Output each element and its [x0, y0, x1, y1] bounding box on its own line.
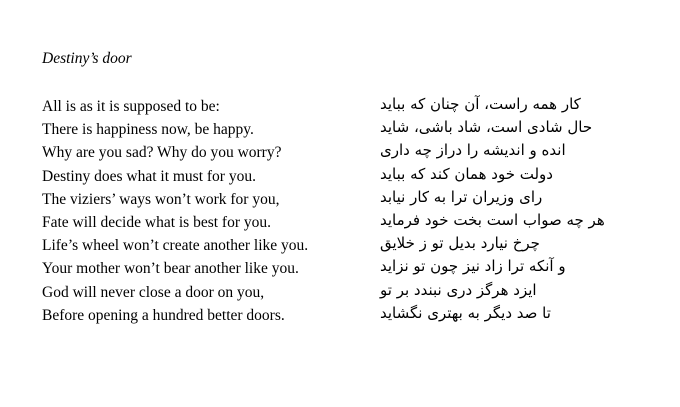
english-line: Life’s wheel won’t create another like you. — [42, 237, 309, 255]
persian-line: ایزد هرگز دری نبندد بر تو — [380, 280, 537, 299]
persian-line: دولت خود همان کند که بباید — [380, 164, 553, 183]
persian-line: حال شادی است، شاد باشی، شاید — [380, 118, 593, 137]
english-line: There is happiness now, be happy. — [42, 121, 254, 139]
persian-line: هر چه صواب است بخت خود فرماید — [380, 210, 605, 229]
english-line: Your mother won’t bear another like you. — [42, 260, 299, 278]
english-line: Destiny does what it must for you. — [42, 167, 256, 185]
poem-title: Destiny’s door — [42, 50, 132, 67]
english-line: God will never close a door on you, — [42, 283, 265, 301]
english-line: Before opening a hundred better doors. — [42, 306, 285, 324]
persian-line: انده و اندیشه را دراز چه داری — [380, 141, 566, 160]
persian-line: تا صد دیگر به بهتری نگشاید — [380, 303, 551, 322]
english-line: All is as it is supposed to be: — [42, 98, 220, 115]
english-line: The viziers’ ways won’t work for you, — [42, 190, 280, 208]
persian-line: کار همه راست، آن چنان که بباید — [380, 95, 581, 113]
english-translation — [42, 95, 362, 327]
english-line: Why are you sad? Why do you worry? — [42, 144, 282, 162]
persian-line: و آنکه ترا زاد نیز چون تو نزاید — [380, 257, 566, 276]
english-line: Fate will decide what is best for you. — [42, 213, 272, 231]
persian-line: رای وزیران ترا به کار نیابد — [380, 187, 543, 206]
persian-line: چرخ نیارد بدیل تو ز خلایق — [380, 234, 540, 253]
persian-original — [380, 93, 638, 325]
